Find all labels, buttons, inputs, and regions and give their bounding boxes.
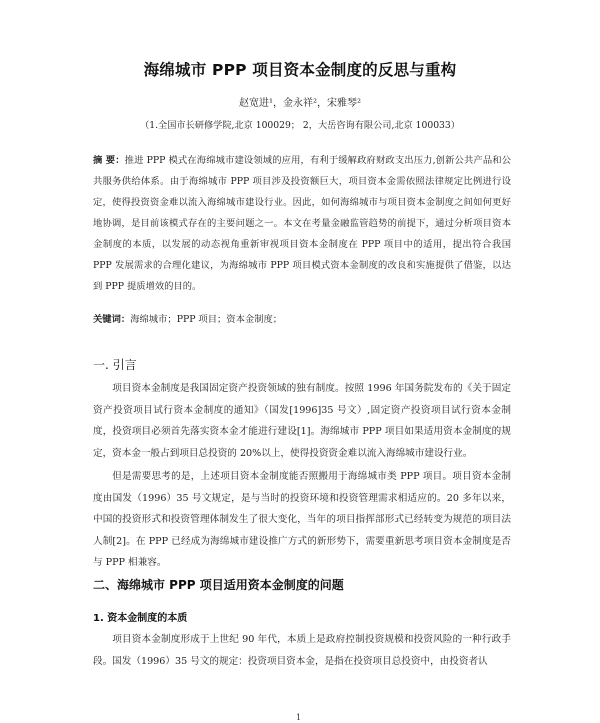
section2-heading: 二、海绵城市 PPP 项目适用资本金制度的问题 <box>93 578 344 592</box>
keywords-block <box>93 311 511 325</box>
keywords-text: 海绵城市；PPP 项目；资本金制度； <box>130 314 283 325</box>
section1-heading: 一. 引言 <box>93 358 137 372</box>
paper-title: 海绵城市 PPP 项目资本金制度的反思与重构 <box>143 61 457 79</box>
subsection1-paragraph: 项目资本金制度形成于上世纪 90 年代，本质上是政府控制投资规模和投资风险的一种行政手段。国发（1996）35 号文的规定：投资项目资本金，是指在投资项目总投资中，由投资者认 <box>93 634 511 667</box>
subsection1-heading: 1. 资本金制度的本质 <box>93 613 188 624</box>
abstract-block <box>93 150 511 297</box>
section1-paragraph-2: 但是需要思考的是，上述项目资本金制度能否照搬用于海绵城市类 PPP 项目。项目资本金制度由国发（1996）35 号文规定，是与当时的投资环境和投资管理需求相适应的。20 多年以来，中国的投资形式和投资管理体制发生了很大变化，当年的项目指挥部形式已经转变为规范的项目法人制[2]。在 PPP 已经成为海绵城市建设推广方式的新形势下，需要重新思考项目资本金制度是否与 PPP 相兼容。 <box>93 471 511 568</box>
section1-paragraph-1: 项目资本金制度是我国固定资产投资领域的独有制度。按照 1996 年国务院发布的《关于固定资产投资项目试行资本金制度的通知》（国发[1996]35 号文）,固定资产投资项目试行资本金制度，投资项目必须首先落实资本金才能进行建设[1]。海绵城市 PPP 项目如果适用资本金制度的规定，资本金一般占到项目总投资的 20%以上，使得投资资金难以流入海绵城市建设行业。 <box>93 383 511 459</box>
paper-authors: 赵宽进¹，金永祥²，宋雅琴² <box>238 98 362 109</box>
abstract-text: 推进 PPP 模式在海绵城市建设领域的应用，有利于缓解政府财政支出压力,创新公共产品和公共服务供给体系。由于海绵城市 PPP 项目涉及投资额巨大，项目资本金需依照法律规定比例进行设定，使得投资资金难以流入海绵城市建设行业。因此，如何海绵城市与项目资本金制度之间如何更好地协调，是目前该模式存在的主要问题之一。本文在考量金融监管趋势的前提下，通过分析项目资本金制度的本质，以发展的动态视角重新审视项目资本金制度在 PPP 项目中的适用，提出符合我国 PPP 发展需求的合理化建议，为海绵城市 PPP 项目模式资本金制度的改良和实施提供了借鉴，以达到 PPP 提质增效的目的。 <box>93 155 511 292</box>
abstract-label: 摘 要： <box>93 155 125 166</box>
page-number: 1 <box>296 713 302 722</box>
keywords-label: 关键词： <box>93 314 131 325</box>
paper-affiliations: （1.全国市长研修学院,北京 100029； 2，大岳咨询有限公司,北京 100033） <box>140 120 460 131</box>
